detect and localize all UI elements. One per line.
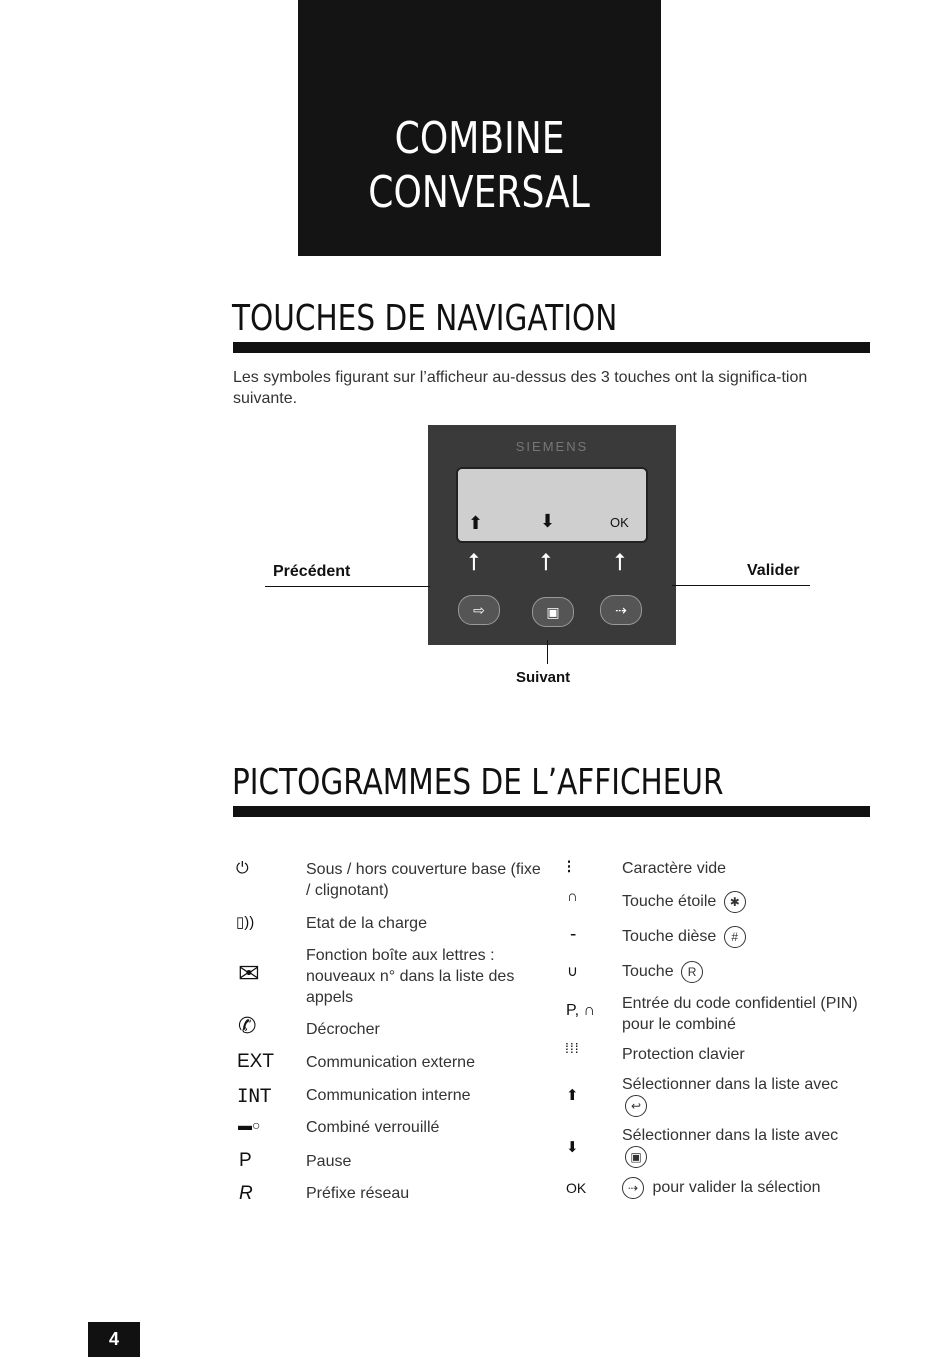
phone-illustration bbox=[428, 425, 676, 645]
label-prev: Précédent bbox=[273, 563, 351, 580]
pointer-arrow-icon: ⭡ bbox=[614, 549, 626, 576]
star-key-icon: ✱ bbox=[724, 891, 746, 913]
leader-line bbox=[265, 586, 430, 587]
pointer-arrow-icon: ⭡ bbox=[468, 549, 480, 576]
star-key-symbol: ∩ bbox=[567, 888, 578, 905]
hash-key-icon: # bbox=[724, 926, 746, 948]
r-key-icon: R bbox=[681, 961, 703, 983]
pictogram-desc: Préfixe réseau bbox=[306, 1185, 410, 1202]
desc-text: Touche dièse bbox=[622, 928, 717, 946]
desc-text: pour valider la sélection bbox=[652, 1179, 821, 1197]
pictogram-desc: Fonction boîte aux lettres : nouveaux n° dans la liste des appels bbox=[306, 947, 515, 1006]
section-rule bbox=[233, 342, 870, 353]
leader-line bbox=[672, 585, 810, 586]
pictogram-desc: Sous / hors couverture base (fixe / clignotant) bbox=[306, 861, 541, 899]
pictogram-desc: Pause bbox=[306, 1153, 352, 1170]
pictogram-desc bbox=[622, 1177, 882, 1199]
desc-text: Touche étoile bbox=[622, 893, 717, 911]
up-arrow-icon: ⬆ bbox=[566, 1087, 579, 1104]
pictogram-desc bbox=[622, 1125, 852, 1168]
pictogram-desc bbox=[622, 891, 872, 913]
book-key-icon: ▣ bbox=[625, 1146, 647, 1168]
down-arrow-icon: ⬇ bbox=[566, 1139, 579, 1156]
ext-symbol: EXT bbox=[237, 1051, 274, 1072]
pictogram-desc: Caractère vide bbox=[622, 860, 727, 877]
lock-icon: ▬○ bbox=[238, 1117, 261, 1133]
envelope-icon: ✉ bbox=[238, 958, 260, 988]
label-next: Suivant bbox=[516, 669, 571, 686]
coverage-icon: ⏻ bbox=[236, 860, 249, 877]
leader-line bbox=[547, 640, 548, 664]
pointer-arrow-icon: ⭡ bbox=[540, 549, 552, 576]
empty-char-icon: ⁝ bbox=[566, 857, 573, 878]
back-key[interactable]: ⇨ bbox=[458, 595, 500, 625]
section-title-navigation: TOUCHES DE NAVIGATION bbox=[232, 298, 618, 339]
screen-ok-label: OK bbox=[610, 515, 629, 530]
r-key-symbol: ∪ bbox=[567, 963, 578, 980]
desc-text: Touche bbox=[622, 963, 674, 981]
ok-key-icon: ⇢ bbox=[622, 1177, 644, 1199]
pictogram-desc: Décrocher bbox=[306, 1021, 380, 1038]
page-number: 4 bbox=[88, 1322, 140, 1357]
prefix-symbol: R bbox=[239, 1183, 253, 1204]
handset-icon: ✆ bbox=[238, 1013, 257, 1038]
pictogram-desc: Entrée du code confidentiel (PIN) pour le combiné bbox=[622, 995, 858, 1033]
pictogram-desc: Communication interne bbox=[306, 1087, 471, 1104]
battery-icon: ▯)) bbox=[236, 914, 255, 931]
pictogram-desc bbox=[622, 926, 872, 948]
banner-line-2: CONVERSAL bbox=[368, 167, 591, 218]
ok-key[interactable]: ⇢ bbox=[600, 595, 642, 625]
intro-text: Les symboles figurant sur l’afficheur au-dessus des 3 touches ont la significa-tion suivante. bbox=[233, 369, 808, 407]
section-title-pictograms: PICTOGRAMMES DE L’AFFICHEUR bbox=[232, 762, 724, 803]
pictogram-desc: Communication externe bbox=[306, 1054, 475, 1071]
label-validate: Valider bbox=[747, 562, 800, 579]
down-arrow-icon: ⬇ bbox=[540, 511, 556, 531]
hash-key-symbol: - bbox=[570, 924, 577, 945]
banner-line-1: COMBINE bbox=[394, 113, 565, 164]
int-symbol: INT bbox=[237, 1085, 272, 1107]
pictogram-desc bbox=[622, 961, 872, 983]
pictogram-desc: Combiné verrouillé bbox=[306, 1119, 440, 1136]
back-key-icon: ↩ bbox=[625, 1095, 647, 1117]
pictogram-desc: Protection clavier bbox=[622, 1046, 745, 1063]
chapter-banner bbox=[298, 0, 661, 256]
pin-symbol: P, ∩ bbox=[566, 1002, 595, 1019]
ok-symbol: OK bbox=[566, 1180, 587, 1196]
section-rule bbox=[233, 806, 870, 817]
pictogram-desc: Etat de la charge bbox=[306, 915, 427, 932]
desc-text: Sélectionner dans la liste avec bbox=[622, 1127, 839, 1144]
up-arrow-icon: ⬆ bbox=[468, 513, 484, 533]
pictogram-desc bbox=[622, 1074, 852, 1117]
keypad-lock-icon: ⁞⁞⁞ bbox=[565, 1040, 580, 1056]
desc-text: Sélectionner dans la liste avec bbox=[622, 1076, 839, 1093]
pause-symbol: P bbox=[239, 1150, 252, 1171]
book-key[interactable]: ▣ bbox=[532, 597, 574, 627]
phone-brand: SIEMENS bbox=[515, 439, 589, 454]
